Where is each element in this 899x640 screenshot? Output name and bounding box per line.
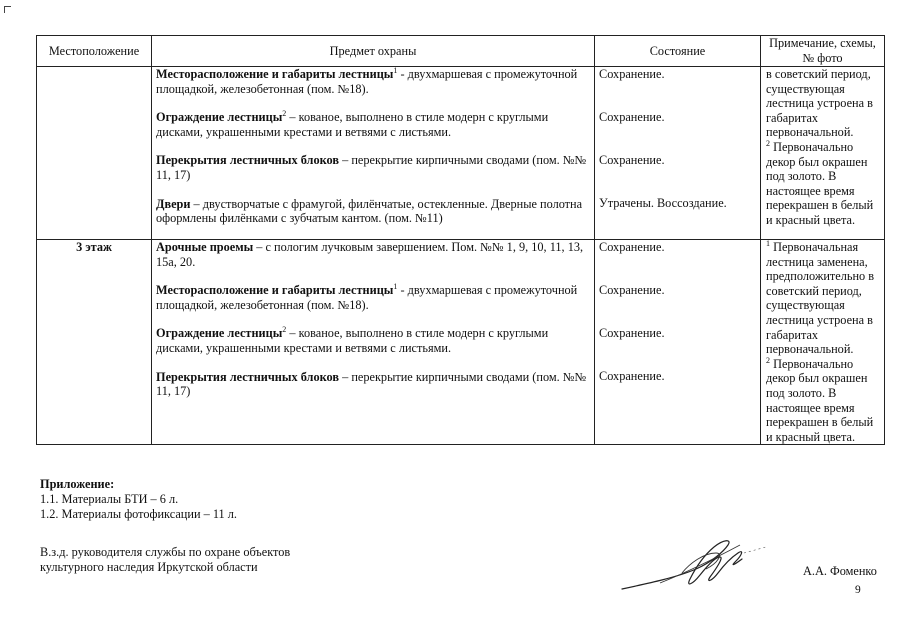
item-title: Месторасположение и габариты лестницы xyxy=(156,283,394,298)
state-text: Сохранение. xyxy=(599,240,665,254)
header-state: Состояние xyxy=(595,36,761,67)
list-item xyxy=(156,370,590,399)
note-cell xyxy=(761,240,885,445)
footnote-ref: 1 xyxy=(393,282,398,292)
page-number: 9 xyxy=(855,584,861,596)
handwritten-signature-icon xyxy=(620,533,770,595)
item-text: - двухмаршевая с промежуточной площадкой, железобетонная (пом. №18). xyxy=(156,283,578,312)
signatory-position xyxy=(40,545,290,575)
table-row xyxy=(37,67,885,240)
item-text: – перекрытие кирпичными сводами (пом. №№ 11, 17) xyxy=(156,153,587,182)
item-text: - двухмаршевая с промежуточной площадкой, железобетонная (пом. №18). xyxy=(156,67,578,96)
item-text: – перекрытие кирпичными сводами (пом. №№ 11, 17) xyxy=(156,369,587,399)
item-title: Двери xyxy=(156,196,191,211)
header-location: Местоположение xyxy=(37,36,152,67)
footnote-text: Первоначально декор был окрашен под золото. В настоящее время перекрашен в белый и красный цвета. xyxy=(766,139,874,227)
state-text: Сохранение. xyxy=(599,153,665,167)
footnote-text: в советский период, существующая лестница устроена в габаритах первоначальной. xyxy=(766,67,873,140)
footnote-number: 1 xyxy=(766,238,770,248)
item-text: – кованое, выполнено в стиле модерн с круглыми дисками, украшенными крестами и ветвями с листьями. xyxy=(156,326,549,355)
list-item xyxy=(156,153,590,182)
header-subject: Предмет охраны xyxy=(152,36,595,67)
scan-corner-mark xyxy=(4,6,11,13)
appendix xyxy=(40,477,237,522)
list-item xyxy=(156,110,590,139)
item-title: Перекрытия лестничных блоков xyxy=(156,369,340,384)
subject-cell xyxy=(152,240,595,445)
protection-table xyxy=(36,35,885,445)
list-item xyxy=(156,240,590,269)
footnote-ref: 2 xyxy=(282,325,287,335)
appendix-item: 1.1. Материалы БТИ – 6 л. xyxy=(40,492,179,506)
position-line: В.з.д. руководителя службы по охране объектов xyxy=(40,545,291,559)
appendix-item: 1.2. Материалы фотофиксации – 11 л. xyxy=(40,507,237,521)
location-cell: 3 этаж xyxy=(37,240,152,445)
appendix-title: Приложение: xyxy=(40,477,115,491)
list-item xyxy=(156,283,590,312)
list-item xyxy=(156,197,590,226)
footnote-2 xyxy=(765,357,880,445)
item-title: Ограждение лестницы xyxy=(156,326,283,341)
item-title: Арочные проемы xyxy=(156,240,254,254)
item-text: – двустворчатые с фрамугой, филёнчатые, остекленные. Дверные полотна оформлены филёнками с зубчатым кантом. (пом. №11) xyxy=(156,196,583,226)
state-cell xyxy=(595,67,761,240)
table-header-row xyxy=(37,36,885,67)
footnote-ref: 2 xyxy=(282,109,287,119)
state-text: Сохранение. xyxy=(599,110,665,124)
list-item xyxy=(156,326,590,355)
state-text: Сохранение. xyxy=(599,67,665,81)
position-line: культурного наследия Иркутской области xyxy=(40,560,258,574)
item-title: Месторасположение и габариты лестницы xyxy=(156,67,394,81)
header-note: Примечание, схемы, № фото xyxy=(761,36,885,67)
footnote-1 xyxy=(765,240,880,357)
footnote-ref: 1 xyxy=(393,65,398,75)
footnote-number: 2 xyxy=(766,355,770,365)
state-text: Сохранение. xyxy=(599,283,665,297)
footnote-text: Первоначально декор был окрашен под золото. В настоящее время перекрашен в белый и красный цвета. xyxy=(766,356,874,444)
footnote-2 xyxy=(765,140,880,228)
location-cell xyxy=(37,67,152,240)
state-text: Сохранение. xyxy=(599,369,665,383)
subject-cell xyxy=(152,67,595,240)
list-item xyxy=(156,67,590,96)
footnote-number: 2 xyxy=(766,138,770,148)
note-cell xyxy=(761,67,885,240)
item-text: – кованое, выполнено в стиле модерн с круглыми дисками, украшенными крестами и ветвями с листьями. xyxy=(156,110,549,139)
state-cell xyxy=(595,240,761,445)
footnote-text: Первоначальная лестница заменена, предположительно в советский период, существующая лестница устроена в габаритах первоначальной. xyxy=(766,240,875,357)
item-title: Ограждение лестницы xyxy=(156,110,283,125)
item-text: – с пологим лучковым завершением. Пом. №№ 1, 9, 10, 11, 13, 15а, 20. xyxy=(156,240,584,269)
footnote-1 xyxy=(765,67,880,140)
state-text: Сохранение. xyxy=(599,326,665,340)
signatory-name: А.А. Фоменко xyxy=(803,564,877,578)
table-row xyxy=(37,240,885,445)
item-title: Перекрытия лестничных блоков xyxy=(156,153,340,168)
state-text: Утрачены. Воссоздание. xyxy=(599,196,727,210)
